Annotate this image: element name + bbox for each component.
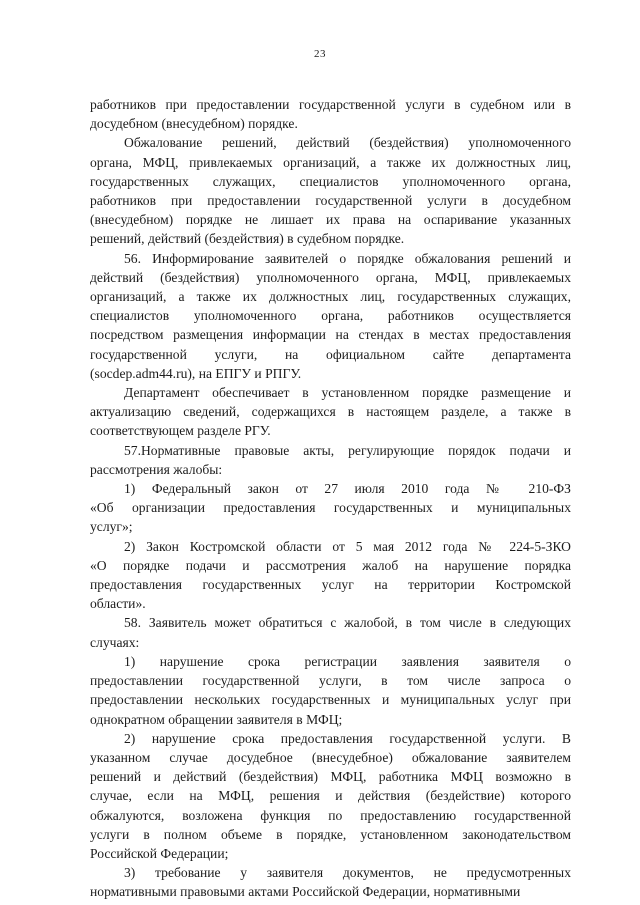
text-line: 1) Федеральный закон от 27 июля 2010 года № 210-ФЗ xyxy=(124,481,571,497)
text-line: обжалуются, возложена функция по предоставлению государственной xyxy=(90,807,571,823)
text-line: нормативными правовыми актами Российской Федерации, нормативными xyxy=(90,884,521,900)
paragraph-p9 xyxy=(90,652,571,729)
paragraph-p4 xyxy=(90,383,571,441)
text-line: 1) нарушение срока регистрации заявления заявителя о xyxy=(124,653,571,669)
text-line: «Об организации предоставления государственных и муниципальных xyxy=(90,500,571,516)
paragraph-p7 xyxy=(90,537,571,614)
paragraph-p5 xyxy=(90,441,571,479)
text-line: предоставлении государственной услуги, в том числе запроса о xyxy=(90,673,571,689)
paragraph-p8 xyxy=(90,613,571,651)
text-line: рассмотрения жалобы: xyxy=(90,461,223,477)
text-line: работников при предоставлении государственной услуги в судебном или в xyxy=(90,97,571,112)
text-line: Обжалование решений, действий (бездействия) уполномоченного xyxy=(124,135,571,151)
text-line: области». xyxy=(90,596,146,612)
text-line: Российской Федерации; xyxy=(90,845,229,861)
paragraph-p6 xyxy=(90,479,571,537)
paragraph-p1 xyxy=(90,95,571,133)
page-number: 23 xyxy=(314,48,326,60)
text-line: решений, действий (бездействия) в судебном порядке. xyxy=(90,231,405,247)
paragraph-p11 xyxy=(90,863,571,901)
text-line: 58. Заявитель может обратиться с жалобой, в том числе в следующих xyxy=(124,615,571,631)
text-line: «О порядке подачи и рассмотрения жалоб на нарушение порядка xyxy=(90,557,571,573)
text-line: государственных служащих, специалистов уполномоченного органа, xyxy=(90,173,571,189)
text-line: 57.Нормативные правовые акты, регулирующие порядок подачи и xyxy=(124,442,571,458)
text-line: 2) нарушение срока предоставления государственной услуги. В xyxy=(124,730,571,746)
text-line: органа, МФЦ, привлекаемых организаций, а также их должностных лиц, xyxy=(90,154,571,170)
text-line: случае, если на МФЦ, решения и действия (бездействие) которого xyxy=(90,788,571,804)
paragraph-p10 xyxy=(90,729,571,863)
text-line: 56. Информирование заявителей о порядке обжалования решений и xyxy=(124,250,571,266)
text-line: однократном обращении заявителя в МФЦ; xyxy=(90,711,343,727)
text-line: услуги в полном объеме в порядке, установленном законодательством xyxy=(90,826,571,842)
text-line: досудебном (внесудебном) порядке. xyxy=(90,116,298,132)
text-line: случаях: xyxy=(90,634,140,650)
text-line: (socdep.adm44.ru), на ЕПГУ и РПГУ. xyxy=(90,365,302,381)
text-line: действий (бездействия) уполномоченного органа, МФЦ, привлекаемых xyxy=(90,269,571,285)
text-line: посредством размещения информации на стендах в местах предоставления xyxy=(90,327,571,343)
document-body xyxy=(90,95,571,902)
text-line: предоставлении нескольких государственных и муниципальных услуг при xyxy=(90,692,571,708)
text-line: предоставления государственных услуг на территории Костромской xyxy=(90,577,571,593)
text-line: работников при предоставлении государственной услуги в досудебном xyxy=(90,193,571,209)
text-line: актуализацию сведений, содержащихся в настоящем разделе, а также в xyxy=(90,404,571,420)
text-line: Департамент обеспечивает в установленном порядке размещение и xyxy=(124,385,571,401)
text-line: государственной услуги, на официальном сайте департамента xyxy=(90,346,571,362)
text-line: (внесудебном) порядке не лишает их права на оспаривание указанных xyxy=(90,212,571,228)
text-line: 2) Закон Костромской области от 5 мая 2012 года № 224-5-ЗКО xyxy=(124,538,571,554)
text-line: соответствующем разделе РГУ. xyxy=(90,423,271,439)
paragraph-p2 xyxy=(90,133,571,248)
text-line: специалистов уполномоченного органа, работников осуществляется xyxy=(90,308,571,324)
text-line: организаций, а также их должностных лиц, государственных служащих, xyxy=(90,289,571,305)
text-line: решений и действий (бездействия) МФЦ, работника МФЦ возможно в xyxy=(90,769,571,785)
text-line: 3) требование у заявителя документов, не предусмотренных xyxy=(124,865,571,881)
text-line: услуг»; xyxy=(90,519,133,535)
paragraph-p3 xyxy=(90,249,571,383)
text-line: указанном случае досудебное (внесудебное) обжалование заявителем xyxy=(90,749,571,765)
